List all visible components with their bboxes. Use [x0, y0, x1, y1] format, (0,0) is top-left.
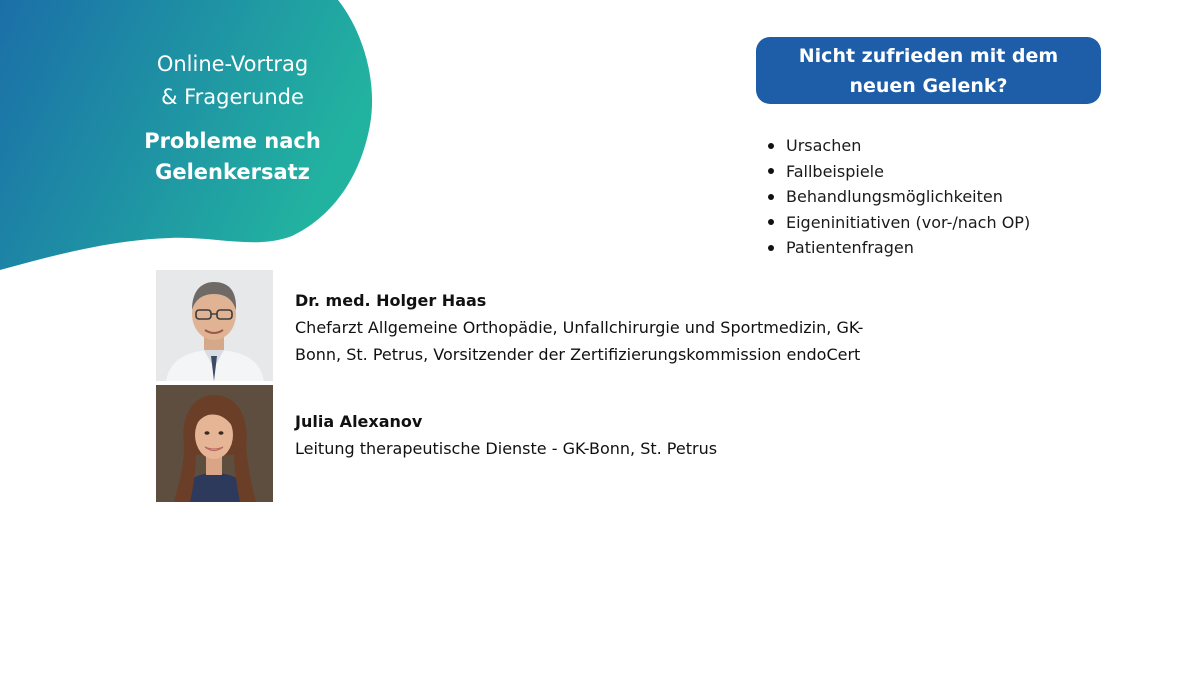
event-subtitle-line2: & Fragerunde	[161, 85, 304, 109]
bullet-icon	[768, 168, 774, 174]
bullet-icon	[768, 219, 774, 225]
speaker-alexanov	[295, 408, 935, 462]
event-title	[110, 126, 355, 188]
topic-list-item-label: Behandlungsmöglichkeiten	[786, 187, 1003, 206]
speaker-role-line1: Chefarzt Allgemeine Orthopädie, Unfallchirurgie und Sportmedizin, GK-	[295, 318, 864, 337]
topic-list-item-label: Ursachen	[786, 136, 862, 155]
bullet-icon	[768, 194, 774, 200]
speaker-name: Dr. med. Holger Haas	[295, 291, 487, 310]
topic-heading-line2: neuen Gelenk?	[849, 74, 1008, 97]
speaker-photo-alexanov	[156, 385, 273, 502]
topic-list-item	[768, 159, 1030, 185]
event-title-line1: Probleme nach	[144, 129, 321, 153]
event-title-line2: Gelenkersatz	[155, 160, 310, 184]
speaker-role-line2: Bonn, St. Petrus, Vorsitzender der Zertifizierungskommission endoCert	[295, 345, 861, 364]
topic-list-item	[768, 235, 1030, 261]
speaker-role-line1: Leitung therapeutische Dienste - GK-Bonn, St. Petrus	[295, 439, 718, 458]
topic-list-item	[768, 184, 1030, 210]
speaker-photo-haas	[156, 270, 273, 381]
bullet-icon	[768, 245, 774, 251]
topic-heading-box	[756, 37, 1101, 104]
topic-heading-line1: Nicht zufrieden mit dem	[798, 44, 1059, 67]
topic-list-item-label: Patientenfragen	[786, 238, 914, 257]
topic-list	[768, 133, 1030, 261]
event-subtitle-line1: Online-Vortrag	[156, 52, 309, 76]
event-subtitle	[110, 48, 355, 114]
topic-list-item-label: Eigeninitiativen (vor-/nach OP)	[786, 212, 1031, 232]
speaker-haas	[295, 287, 935, 368]
speaker-name: Julia Alexanov	[295, 412, 423, 431]
topic-list-item	[768, 210, 1030, 236]
bullet-icon	[768, 143, 774, 149]
topic-list-item-label: Fallbeispiele	[786, 161, 884, 181]
topic-list-item	[768, 133, 1030, 159]
